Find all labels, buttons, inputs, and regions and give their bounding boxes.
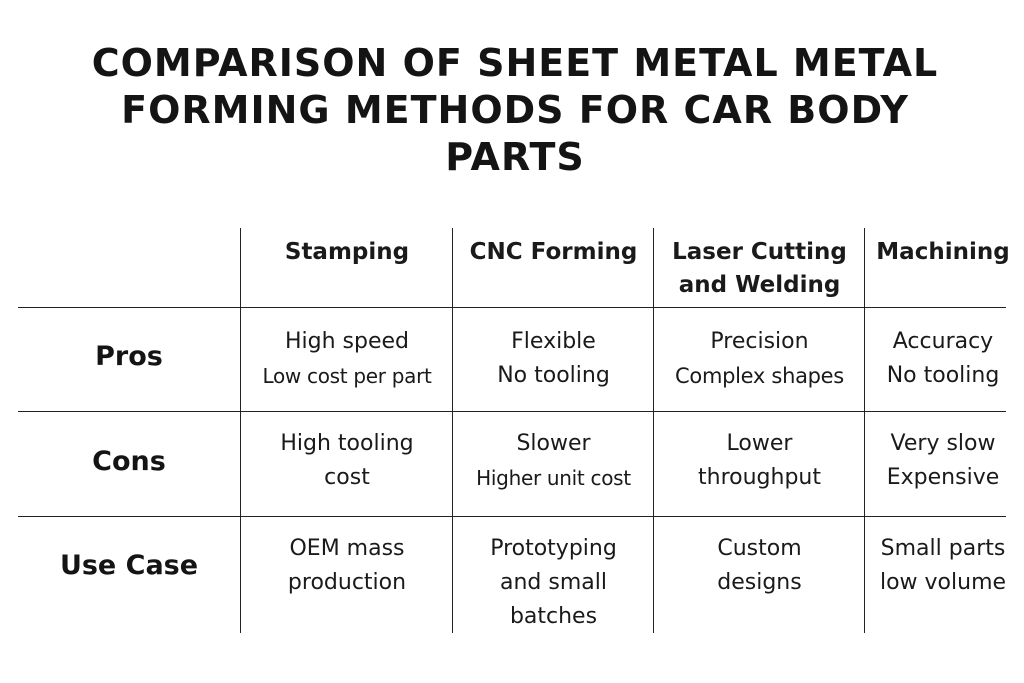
page-title	[60, 40, 970, 181]
header-line: Laser Cutting	[672, 239, 847, 265]
cell-line: and small	[500, 570, 607, 595]
column-header-stamping	[242, 236, 452, 269]
table-cell	[242, 532, 452, 600]
cell-line: Accuracy	[892, 329, 994, 354]
header-line: and Welding	[678, 272, 841, 298]
table-divider-horizontal	[18, 411, 1006, 412]
cell-line: Lower	[726, 431, 793, 456]
cell-line: low volume	[879, 570, 1007, 595]
cell-line: Very slow	[890, 431, 996, 456]
table-cell	[866, 427, 1020, 495]
cell-line: Small parts	[880, 536, 1006, 561]
cell-line: No tooling	[886, 363, 1000, 388]
table-divider-vertical	[653, 228, 654, 633]
cell-line: Prototyping	[490, 536, 617, 561]
table-divider-vertical	[864, 228, 865, 633]
table-divider-vertical	[240, 228, 241, 633]
title-line-3: PARTS	[445, 135, 585, 179]
column-header-cnc-forming	[454, 236, 653, 269]
cell-line: designs	[717, 570, 802, 595]
cell-line: No tooling	[497, 363, 610, 388]
table-cell	[655, 532, 864, 600]
header-line: Stamping	[284, 239, 410, 265]
header-line: CNC Forming	[469, 239, 638, 265]
cell-line: batches	[509, 604, 598, 629]
column-header-laser-cutting	[655, 236, 864, 302]
row-label-cons: Cons	[92, 446, 166, 477]
cell-line: Slower	[516, 431, 591, 456]
cell-line: throughput	[698, 465, 821, 490]
row-label-use-case: Use Case	[59, 550, 199, 581]
cell-line: OEM mass	[289, 536, 405, 561]
cell-line: cost	[324, 465, 370, 490]
table-cell	[655, 427, 864, 495]
title-line-1: COMPARISON OF SHEET METAL METAL	[91, 41, 939, 85]
cell-line: High tooling	[280, 431, 414, 456]
table-cell	[242, 325, 452, 393]
table-cell	[454, 532, 653, 634]
cell-line: Higher unit cost	[476, 466, 631, 490]
table-divider-horizontal	[18, 516, 1006, 517]
cell-line: Expensive	[886, 465, 1000, 490]
table-cell	[866, 532, 1020, 600]
table-cell	[866, 325, 1020, 393]
cell-line: production	[287, 570, 407, 595]
title-line-2: FORMING METHODS FOR CAR BODY	[121, 88, 909, 132]
cell-line: Precision	[710, 329, 809, 354]
cell-line: Custom	[717, 536, 802, 561]
cell-line: Complex shapes	[675, 364, 844, 388]
table-cell	[454, 325, 653, 393]
cell-line: Flexible	[511, 329, 596, 354]
header-line: Machining	[876, 239, 1010, 265]
cell-line: High speed	[284, 329, 410, 354]
table-divider-vertical	[452, 228, 453, 633]
cell-line: Low cost per part	[262, 364, 432, 388]
table-cell	[454, 427, 653, 495]
table-cell	[655, 325, 864, 393]
table-divider-horizontal	[18, 307, 1006, 308]
column-header-machining	[866, 236, 1020, 269]
row-label-pros: Pros	[95, 341, 163, 372]
table-cell	[242, 427, 452, 495]
